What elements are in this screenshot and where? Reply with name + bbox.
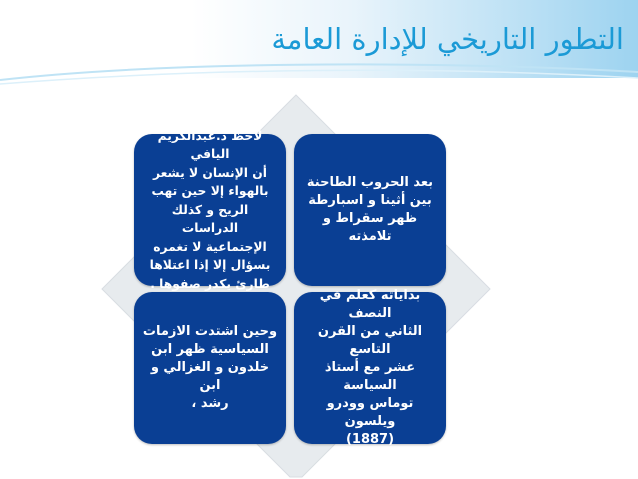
quadrant-top-right-text: بعد الحروب الطاحنة بين أثينا و اسبارطة ظهر سقراط و تلامذته [306, 175, 434, 244]
quadrant-top-left [134, 128, 286, 291]
slide-title: التطور التاريخي للإدارة العامة [271, 22, 624, 56]
quadrant-bottom-left [134, 292, 286, 444]
quadrant-bottom-right-text: بداياته كعلم في النصف الثاني من القرن التاسع عشر مع أستاذ السياسة توماس وودرو ويلسون (1887) [317, 288, 423, 447]
quadrant-bottom-left-text: وحين اشتدت الازمات السياسية ظهر ابن خلدون و الغزالي و ابن رشد ، [142, 324, 278, 411]
quadrant-top-right [294, 134, 446, 286]
quadrant-top-left-text: لاحظ د.عبدالكريم اليافي أن الإنسان لا يشعر بالهواء إلا حين تهب الريح و كذلك الدراسات الإجتماعية لا تغمره بسؤال إلا إذا اعتلاها طارئ يكدر صفوها . [149, 128, 271, 291]
quadrant-bottom-right [294, 288, 446, 447]
